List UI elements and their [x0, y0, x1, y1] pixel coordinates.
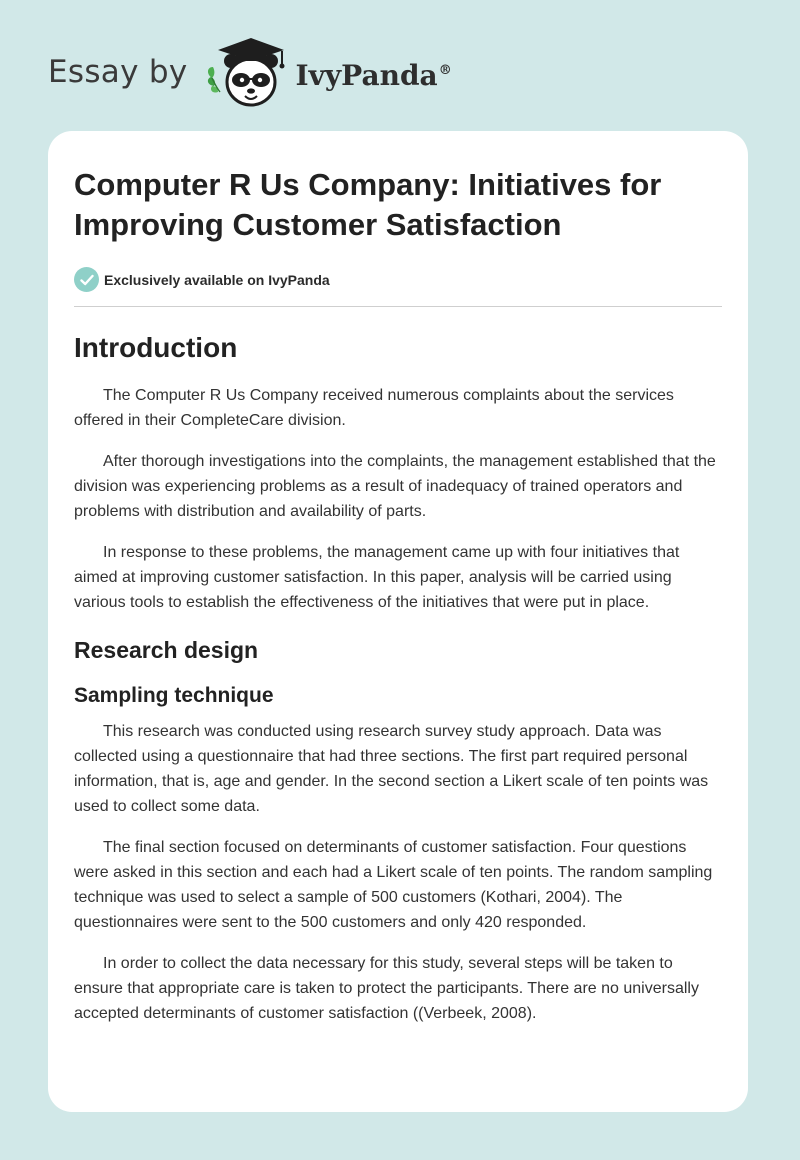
- ivypanda-logo[interactable]: [204, 34, 452, 110]
- ivy-leaf-icon: [207, 67, 219, 93]
- site-header: [48, 34, 452, 110]
- registered-mark: ®: [438, 63, 452, 79]
- exclusive-badge: [74, 267, 722, 292]
- section-heading-research-design: Research design: [74, 637, 259, 663]
- paragraph: In order to collect the data necessary for this study, several steps will be taken to ensure that appropriate care is taken to protect the participants. There are no universally accepted determinants of customer satisfaction ((Verbeek, 2008).: [74, 955, 699, 1022]
- paragraph: After thorough investigations into the complaints, the management established that the division was experiencing problems as a result of inadequacy of trained operators and problems with distribution and availability of parts.: [74, 453, 716, 520]
- divider: [74, 306, 722, 307]
- page-title: Computer R Us Company: Initiatives for Improving Customer Satisfaction: [74, 167, 662, 242]
- panda-graduate-icon: [204, 34, 294, 110]
- exclusive-label: Exclusively available on IvyPanda: [104, 271, 330, 288]
- paragraph: The Computer R Us Company received numerous complaints about the services offered in their CompleteCare division.: [74, 387, 674, 429]
- essay-by-label: Essay by: [48, 54, 188, 90]
- section-heading-introduction: Introduction: [74, 332, 238, 363]
- paragraph: This research was conducted using research survey study approach. Data was collected using a questionnaire that had three sections. The first part required personal information, that is, age and gender. In the second section a Likert scale of ten points was used to collect some data.: [74, 723, 709, 815]
- subsection-heading-sampling-technique: Sampling technique: [74, 684, 274, 707]
- essay-card: [48, 131, 748, 1112]
- check-circle-icon: [74, 267, 99, 292]
- brand-name: IvyPanda®: [295, 58, 452, 92]
- paragraph: In response to these problems, the management came up with four initiatives that aimed at improving customer satisfaction. In this paper, analysis will be carried using various tools to establish the effectiveness of the initiatives that were put in place.: [74, 544, 680, 611]
- paragraph: The final section focused on determinants of customer satisfaction. Four questions were asked in this section and each had a Likert scale of ten points. The random sampling technique was used to select a sample of 500 customers (Kothari, 2004). The questionnaires were sent to the 500 customers and only 420 responded.: [74, 839, 713, 931]
